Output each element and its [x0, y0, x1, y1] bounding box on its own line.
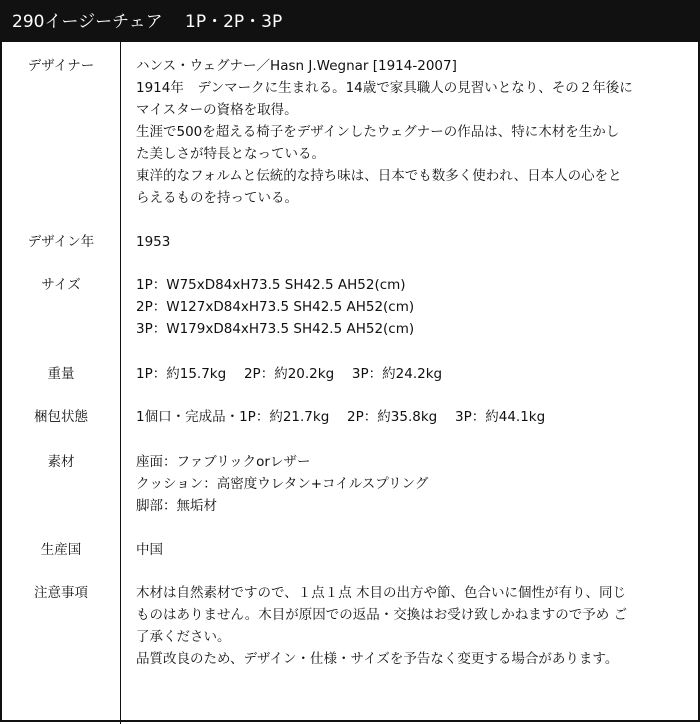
- material-line: 脚部：無垢材: [136, 498, 217, 514]
- page-title: 290イージーチェア 1P・2P・3P: [2, 2, 700, 42]
- country-line: 中国: [136, 542, 163, 558]
- packing-line: 1個口・完成品・1P：約21.7kg 2P：約35.8kg 3P：約44.1kg: [136, 409, 546, 425]
- label-notes: 注意事項: [34, 585, 88, 601]
- designer-line: 生涯で500を超える椅子をデザインしたウェグナーの作品は、特に木材を生かし: [136, 124, 620, 140]
- designer-line: 東洋的なフォルムと伝統的な持ち味は、日本でも数多く使われ、日本人の心をと: [136, 168, 622, 184]
- value-packing: [136, 406, 692, 428]
- material-line: 座面：ファブリックorレザー: [136, 454, 311, 470]
- notes-line: 品質改良のため、デザイン・仕様・サイズを予告なく変更する場合があります。: [136, 651, 619, 667]
- notes-line: ものはありません。木目が原因での返品・交換はお受け致しかねますので予め ご: [136, 607, 628, 623]
- column-divider: [120, 42, 121, 724]
- label-size: サイズ: [41, 277, 81, 293]
- weight-line: 1P：約15.7kg 2P：約20.2kg 3P：約24.2kg: [136, 366, 443, 382]
- designer-line: ハンス・ウェグナー／Hasn J.Wegnar [1914-2007]: [136, 58, 457, 74]
- value-design-year: [136, 231, 692, 253]
- value-designer: [136, 55, 692, 209]
- designer-line: マイスターの資格を取得。: [136, 102, 298, 118]
- designer-line: 1914年 デンマークに生まれる。14歳で家具職人の見習いとなり、その２年後に: [136, 80, 633, 96]
- label-country: 生産国: [40, 542, 82, 558]
- size-line: 1P：W75xD84xH73.5 SH42.5 AH52(cm): [136, 277, 406, 293]
- notes-line: 木材は自然素材ですので、１点１点 木目の出方や節、色合いに個性が有り、同じ: [136, 585, 627, 601]
- value-country: [136, 539, 692, 561]
- value-size: [136, 274, 692, 340]
- material-line: クッション：高密度ウレタン+コイルスプリング: [136, 476, 429, 492]
- value-material: [136, 451, 692, 517]
- size-line: 3P：W179xD84xH73.5 SH42.5 AH52(cm): [136, 321, 415, 337]
- designer-line: た美しさが特長となっている。: [136, 146, 325, 162]
- design-year-line: 1953: [136, 234, 171, 250]
- size-line: 2P：W127xD84xH73.5 SH42.5 AH52(cm): [136, 299, 415, 315]
- value-notes: [136, 582, 692, 670]
- label-designer: デザイナー: [27, 58, 95, 74]
- designer-line: らえるものを持っている。: [136, 190, 298, 206]
- label-material: 素材: [47, 454, 75, 470]
- notes-line: 了承ください。: [136, 629, 231, 645]
- value-weight: [136, 363, 692, 385]
- label-weight: 重量: [47, 366, 75, 382]
- label-design-year: デザイン年: [27, 234, 95, 250]
- label-packing: 梱包状態: [34, 409, 88, 425]
